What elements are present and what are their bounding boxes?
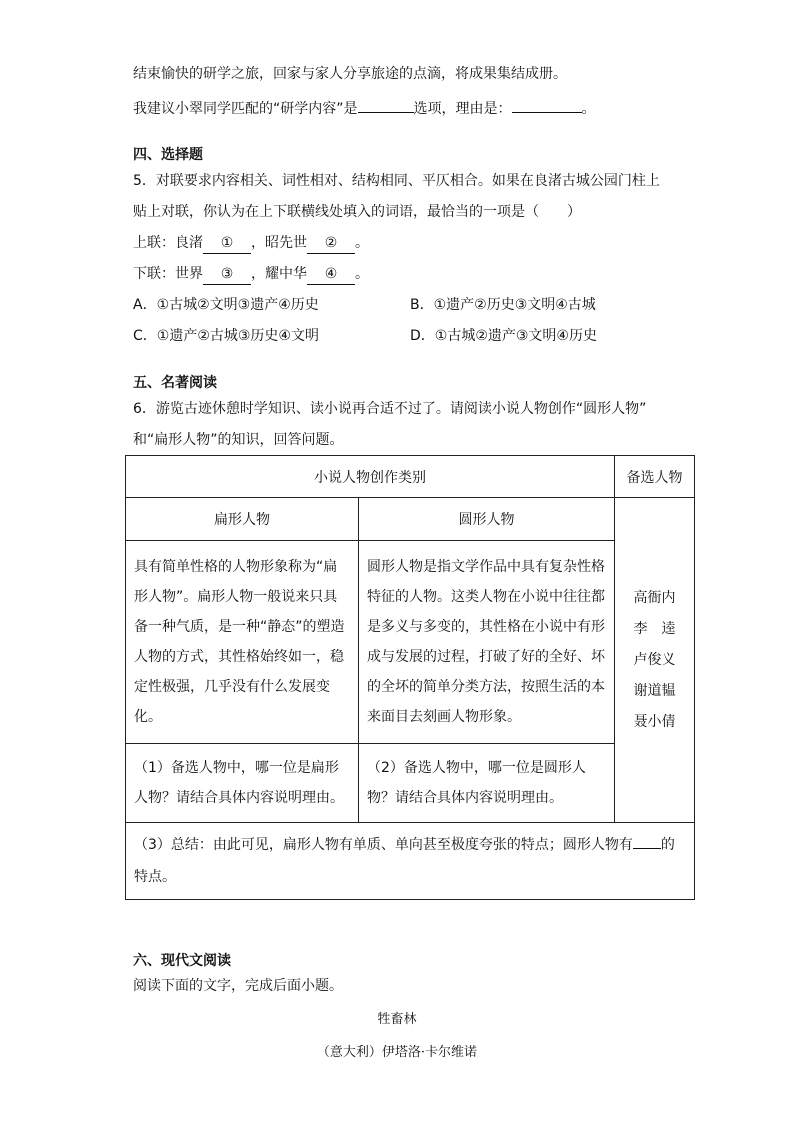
intro-line-1: 结束愉快的研学之旅，回家与家人分享旅途的点滴，将成果集结成册。 xyxy=(133,66,567,82)
intro-line-2-text-c: 。 xyxy=(581,101,596,117)
character-table xyxy=(125,455,695,900)
q5-line-2: 贴上对联，你认为在上下联横线处填入的词语，最恰当的一项是（ ） xyxy=(133,204,581,220)
section-6-heading: 六、现代文阅读 xyxy=(133,953,231,969)
couplet-lower-text-d: 。 xyxy=(355,266,369,282)
candidate-item: 卢俊义 xyxy=(633,651,676,668)
summary-text-b: 的特点。 xyxy=(134,837,675,885)
intro-line-2-text-b: 选项，理由是： xyxy=(413,101,512,117)
option-c[interactable]: C．①遗产②古城③历史④文明 xyxy=(133,328,319,344)
couplet-lower xyxy=(133,264,369,285)
couplet-upper-text-a: 上联：良渚 xyxy=(133,235,203,251)
section-6-instruction: 阅读下面的文字，完成后面小题。 xyxy=(133,978,343,994)
couplet-lower-text-a: 下联：世界 xyxy=(133,266,203,282)
intro-line-2 xyxy=(133,98,596,119)
q6-line-2: 和“扁形人物”的知识，回答问题。 xyxy=(133,432,344,448)
table-col-flat: 扁形人物 xyxy=(126,498,359,541)
couplet-blank-4: ④ xyxy=(307,264,355,285)
section-4-heading: 四、选择题 xyxy=(133,147,203,163)
answer-blank-option[interactable] xyxy=(358,98,414,113)
section-5-heading: 五、名著阅读 xyxy=(133,375,217,391)
article-title: 牲畜林 xyxy=(377,1012,417,1027)
option-a[interactable]: A．①古城②文明③遗产④历史 xyxy=(133,297,319,313)
couplet-blank-1: ① xyxy=(203,233,251,254)
round-description: 圆形人物是指文学作品中具有复杂性格特征的人物。这类人物在小说中往往都是多义与多变的，其性格在小说中有形成与发展的过程，打破了好的全好、坏的全坏的简单分类方法，按照生活的本来面目去刻画人物形象。 xyxy=(367,559,605,725)
table-header-category: 小说人物创作类别 xyxy=(126,456,615,498)
option-b[interactable]: B．①遗产②历史③文明④古城 xyxy=(410,297,596,313)
question-2: （2）备选人物中，哪一位是圆形人物？请结合具体内容说明理由。 xyxy=(367,760,586,806)
candidate-list xyxy=(615,498,695,823)
answer-blank-reason[interactable] xyxy=(512,98,582,113)
table-col-round: 圆形人物 xyxy=(359,498,615,541)
flat-description-cell xyxy=(126,541,359,744)
summary-text-a: （3）总结：由此可见，扁形人物有单质、单向甚至极度夸张的特点；圆形人物有 xyxy=(134,837,633,853)
q5-line-1: 5．对联要求内容相关、词性相对、结构相同、平仄相合。如果在良渚古城公园门柱上 xyxy=(133,173,660,189)
flat-description: 具有简单性格的人物形象称为“扁形人物”。扁形人物一般说来只具备一种气质，是一种“静态”的塑造人物的方式，其性格始终如一，稳定性极强，几乎没有什么发展变化。 xyxy=(134,559,345,725)
summary-text xyxy=(126,823,694,899)
q6-line-1: 6．游览古迹休憩时学知识、读小说再合适不过了。请阅读小说人物创作“圆形人物” xyxy=(133,401,647,417)
summary-blank[interactable] xyxy=(633,834,661,849)
question-2-cell xyxy=(359,744,615,823)
summary-cell xyxy=(126,823,695,900)
round-description-cell xyxy=(359,541,615,744)
table-header-candidates: 备选人物 xyxy=(615,456,695,498)
option-d[interactable]: D．①古城②遗产③文明④历史 xyxy=(410,328,597,344)
intro-line-2-text-a: 我建议小翠同学匹配的“研学内容”是 xyxy=(133,101,358,117)
candidate-item: 谢道韫 xyxy=(633,682,676,699)
couplet-blank-2: ② xyxy=(307,233,355,254)
question-1-cell xyxy=(126,744,359,823)
candidate-item: 高衙内 xyxy=(633,589,676,606)
couplet-upper-text-c: ，昭先世 xyxy=(251,235,307,251)
candidate-item: 李 逵 xyxy=(633,620,676,637)
couplet-lower-text-c: ，耀中华 xyxy=(251,266,307,282)
candidate-item: 聂小倩 xyxy=(633,713,676,730)
question-1: （1）备选人物中，哪一位是扁形人物？请结合具体内容说明理由。 xyxy=(134,760,344,806)
couplet-upper xyxy=(133,233,369,254)
couplet-blank-3: ③ xyxy=(203,264,251,285)
couplet-upper-text-d: 。 xyxy=(355,235,369,251)
article-author: （意大利）伊塔洛·卡尔维诺 xyxy=(316,1045,478,1060)
